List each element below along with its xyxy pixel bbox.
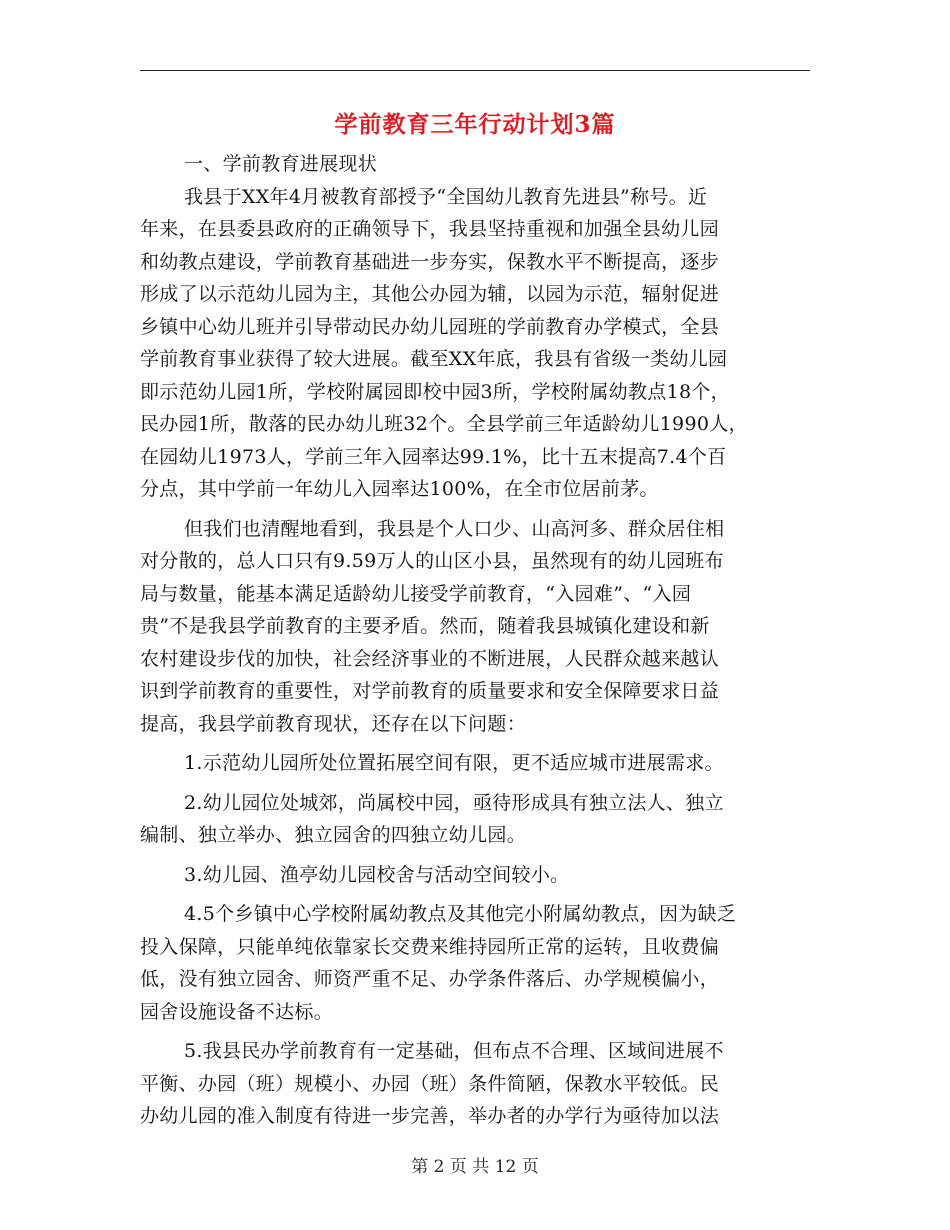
text-line: 但我们也清醒地看到，我县是个人口少、山高河多、群众居住相 <box>184 517 725 540</box>
text-line: 编制、独立举办、独立园舍的四独立幼儿园。 <box>140 824 527 846</box>
text-line: 即示范幼儿园1所，学校附属园即校中园3所，学校附属幼教点18个， <box>140 380 730 403</box>
text-line: 局与数量，能基本满足适龄幼儿接受学前教育，“入园难”、“入园 <box>140 582 692 605</box>
text-line: 贵”不是我县学前教育的主要矛盾。然而，随着我县城镇化建设和新 <box>140 615 710 637</box>
text-line: 园舍设施设备不达标。 <box>140 1000 334 1023</box>
document-title: 学前教育三年行动计划3篇 <box>334 111 616 138</box>
text-line: 2.幼儿园位处城郊，尚属校中园，亟待形成具有独立法人、独立 <box>184 791 724 814</box>
text-line: 识到学前教育的重要性，对学前教育的质量要求和安全保障要求日益 <box>140 680 720 702</box>
text-line: 乡镇中心幼儿班并引导带动民办幼儿园班的学前教育办学模式，全县 <box>140 315 720 338</box>
text-line: 学前教育事业获得了较大进展。截至XX年底，我县有省级一类幼儿园 <box>140 348 728 370</box>
text-line: 低，没有独立园舍、师资严重不足、办学条件落后、办学规模偏小， <box>140 968 720 990</box>
text-line: 对分散的，总人口只有9.59万人的山区小县，虽然现有的幼儿园班布 <box>140 550 724 572</box>
text-line: 4.5个乡镇中心学校附属幼教点及其他完小附属幼教点，因为缺乏 <box>184 903 737 925</box>
text-line: 在园幼儿1973人，学前三年入园率达99.1%，比十五末提高7.4个百 <box>140 445 727 468</box>
text-line: 1.示范幼儿园所处位置拓展空间有限，更不适应城市进展需求。 <box>184 752 724 774</box>
text-line: 平衡、办园（班）规模小、办园（班）条件简陋，保教水平较低。民 <box>140 1072 720 1095</box>
text-line: 办幼儿园的准入制度有待进一步完善，举办者的办学行为亟待加以法 <box>140 1105 720 1127</box>
page-footer: 第 2 页 共 12 页 <box>411 1157 539 1177</box>
text-line: 农村建设步伐的加快，社会经济事业的不断进展，人民群众越来越认 <box>140 647 720 670</box>
text-line: 年来，在县委县政府的正确领导下，我县坚持重视和加强全县幼儿园 <box>140 218 720 240</box>
text-line: 形成了以示范幼儿园为主，其他公办园为辅，以园为示范，辐射促进 <box>140 283 720 305</box>
text-line: 提高，我县学前教育现状，还存在以下问题： <box>140 712 527 735</box>
header-rule <box>140 70 810 71</box>
document-body <box>140 148 800 1133</box>
text-line: 和幼教点建设，学前教育基础进一步夯实，保教水平不断提高，逐步 <box>140 250 720 273</box>
text-line: 3.幼儿园、渔亭幼儿园校舍与活动空间较小。 <box>184 863 570 886</box>
text-line: 民办园1所，散落的民办幼儿班32个。全县学前三年适龄幼儿1990人， <box>140 413 748 435</box>
text-line: 投入保障，只能单纯依靠家长交费来维持园所正常的运转，且收费偏 <box>140 935 720 958</box>
text-line: 5.我县民办学前教育有一定基础，但布点不合理、区域间进展不 <box>184 1040 724 1062</box>
text-line: 我县于XX年4月被教育部授予“全国幼儿教育先进县”称号。近 <box>184 185 708 208</box>
text-line: 一、学前教育进展现状 <box>184 153 378 175</box>
text-line: 分点，其中学前一年幼儿入园率达100%，在全市位居前茅。 <box>140 478 659 500</box>
